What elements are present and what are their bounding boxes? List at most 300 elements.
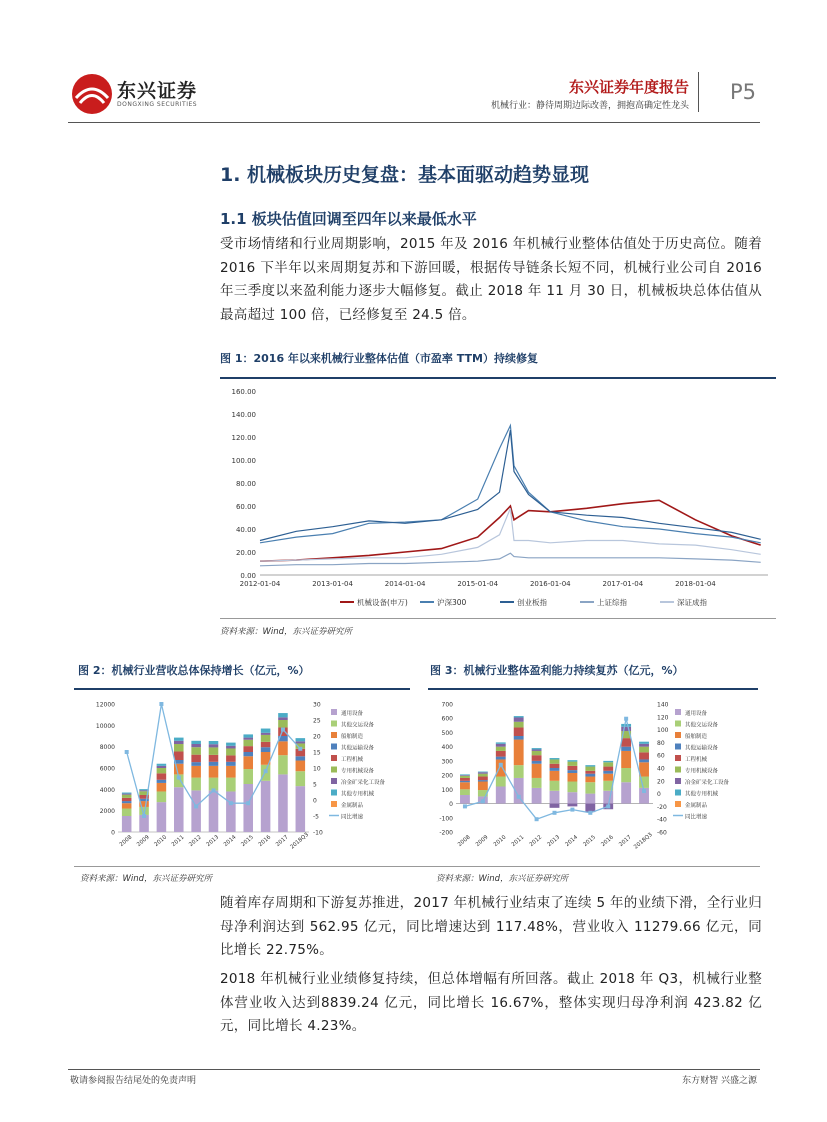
growth-point (229, 801, 233, 805)
legend-label: 其他交运设备 (685, 722, 719, 729)
y2-tick-label: 30 (313, 701, 321, 709)
bar-segment (532, 761, 542, 764)
legend-label: 机械设备(申万) (357, 598, 408, 607)
y-tick-label: 400 (441, 744, 453, 752)
bar-segment (261, 733, 271, 735)
bar-segment (191, 741, 201, 744)
bar-segment (226, 766, 236, 778)
figure-3-caption: 图 3：机械行业整体盈利能力持续复苏（亿元，%） (430, 664, 684, 677)
bar-segment (496, 777, 506, 787)
header-rule (68, 122, 760, 123)
bar-segment (209, 766, 219, 778)
bar-segment (157, 768, 167, 773)
figure-3-chart (428, 694, 758, 854)
bar-segment (209, 755, 219, 762)
bar-segment (639, 762, 649, 776)
legend-swatch (675, 778, 681, 784)
bar-segment (496, 747, 506, 751)
bar-segment (639, 752, 649, 759)
bar-segment (157, 766, 167, 768)
x-tick-label: 2017-01-04 (602, 580, 644, 588)
bar-segment (585, 767, 595, 771)
bar-segment (261, 747, 271, 752)
x-tick-label: 2009 (474, 834, 490, 849)
bar-segment (496, 757, 506, 760)
legend-label: 专用机械设备 (341, 768, 375, 775)
y-tick-label: -100 (439, 815, 453, 823)
bar-segment (567, 782, 577, 793)
bar-segment (639, 747, 649, 753)
bar-segment (122, 794, 132, 795)
bar-segment (550, 771, 560, 781)
x-tick-label: 2011 (510, 834, 526, 849)
y-tick-label: 600 (441, 715, 453, 723)
x-tick-label: 2010 (492, 834, 508, 849)
bar-segment (157, 780, 167, 783)
bar-segment (122, 801, 132, 803)
section-heading: 1. 机械板块历史复盘：基本面驱动趋势显现 (220, 164, 590, 186)
legend-swatch (675, 801, 681, 807)
growth-point (264, 769, 268, 773)
x-tick-label: 2018-01-04 (675, 580, 716, 588)
y-tick-label: 200 (441, 772, 453, 780)
bar-segment (532, 764, 542, 778)
x-tick-label: 2014-01-04 (384, 580, 426, 588)
bar-segment (460, 782, 470, 789)
bar-segment (209, 747, 219, 754)
bar-segment (122, 795, 132, 798)
bar-segment (621, 724, 631, 727)
bar-segment (550, 791, 560, 804)
bar-segment (550, 781, 560, 791)
x-tick-label: 2016-01-04 (529, 580, 571, 588)
y-tick-label: 0 (449, 801, 453, 809)
legend-swatch (675, 744, 681, 750)
figure-1-chart (220, 381, 776, 615)
bar-segment (478, 772, 488, 773)
x-tick-label: 2015-01-04 (457, 580, 499, 588)
bar-segment (261, 729, 271, 733)
bar-segment (226, 778, 236, 792)
growth-point (588, 811, 592, 815)
figure-1-bottom-rule (220, 618, 776, 619)
bar-segment (550, 768, 560, 771)
bar-segment (278, 720, 288, 727)
footer-slogan: 东方财智 兴盛之源 (682, 1076, 757, 1086)
legend-swatch (331, 790, 337, 796)
growth-point (212, 788, 216, 792)
y-tick-label: 6000 (99, 765, 115, 773)
figure-2-caption: 图 2：机械行业营收总体保持增长（亿元，%） (78, 664, 310, 677)
legend-swatch (331, 732, 337, 738)
figure-1-top-rule (220, 377, 776, 379)
growth-point (246, 801, 250, 805)
bar-segment (550, 764, 560, 768)
x-tick-label: 2016 (257, 834, 273, 849)
footer-disclaimer: 敬请参阅报告结尾处的免责声明 (70, 1076, 197, 1086)
bar-segment (226, 755, 236, 761)
x-tick-label: 2014 (222, 834, 238, 849)
y-tick-label: 2000 (99, 808, 115, 816)
bar-segment (478, 774, 488, 777)
bar-segment (122, 793, 132, 794)
x-tick-label: 2008 (457, 834, 472, 849)
legend-swatch (331, 801, 337, 807)
bar-segment (603, 771, 613, 774)
legend-swatch (331, 755, 337, 761)
bar-segment (514, 740, 524, 766)
y-tick-label: 100.00 (231, 457, 256, 465)
bar-segment (567, 792, 577, 803)
legend-label: 上证综指 (597, 598, 627, 607)
bar-segment (550, 758, 560, 759)
bar-segment (460, 778, 470, 781)
bar-segment (639, 759, 649, 762)
bar-segment (532, 748, 542, 749)
bar-segment (460, 774, 470, 775)
bar-segment (496, 759, 506, 776)
y-tick-label: 140.00 (231, 411, 256, 419)
x-tick-label: 2017 (618, 834, 633, 849)
logo-subtext: DONGXING SECURITIES (117, 101, 198, 108)
y-tick-label: 300 (441, 758, 453, 766)
growth-point (642, 789, 646, 793)
bar-segment (478, 780, 488, 781)
growth-point (125, 750, 129, 754)
bar-segment (478, 772, 488, 773)
legend-swatch (331, 709, 337, 715)
paragraph-2: 随着库存周期和下游复苏推进，2017 年机械行业结束了连续 5 年的业绩下滑，全行业归母净利润达到 562.95 亿元，同比增速达到 117.48%，营业收入 11279.66 亿元，同比增长 22.75%。 (220, 895, 762, 958)
bar-segment (621, 747, 631, 751)
growth-point (553, 811, 557, 815)
bar-segment (278, 741, 288, 755)
bar-segment (122, 803, 132, 808)
bar-segment (122, 809, 132, 816)
bar-segment (496, 742, 506, 743)
x-tick-label: 2015 (582, 834, 597, 849)
bar-segment (157, 764, 167, 766)
x-tick-label: 2018Q3 (633, 831, 654, 851)
bar-segment (585, 782, 595, 793)
bar-segment (532, 751, 542, 755)
bar-segment (226, 762, 236, 766)
bar-segment (157, 802, 167, 832)
bar-segment (157, 791, 167, 802)
bar-segment (585, 794, 595, 804)
bar-segment (191, 744, 201, 747)
bar-segment (296, 756, 306, 760)
legend-label: 深证成指 (677, 598, 707, 607)
bar-segment (514, 722, 524, 728)
bar-segment (460, 789, 470, 795)
legend-label: 船舶制造 (685, 734, 708, 740)
growth-point (298, 747, 302, 751)
bar-segment (567, 766, 577, 770)
bar-segment (278, 713, 288, 717)
legend-swatch (675, 767, 681, 773)
bar-segment (514, 718, 524, 722)
y2-tick-label: 10 (313, 765, 321, 773)
y-tick-label: 100 (441, 786, 453, 794)
x-tick-label: 2010 (153, 834, 169, 849)
legend-label: 工程机械 (341, 757, 364, 763)
bar-segment (532, 788, 542, 804)
bar-segment (157, 783, 167, 792)
legend-swatch (675, 709, 681, 715)
y-tick-label: 10000 (95, 722, 115, 730)
bar-segment (460, 781, 470, 782)
y2-tick-label: -60 (657, 829, 667, 837)
bar-segment (243, 756, 253, 769)
y2-tick-label: 5 (313, 781, 317, 789)
y2-tick-label: 80 (657, 739, 665, 747)
bar-segment (585, 771, 595, 774)
bar-segment (567, 804, 577, 807)
bar-segment (585, 774, 595, 777)
growth-point (517, 795, 521, 799)
bar-segment (603, 762, 613, 766)
growth-point (535, 817, 539, 821)
growth-point (159, 702, 163, 706)
report-subtitle: 机械行业：静待周期边际改善，拥抱高确定性龙头 (490, 101, 689, 111)
bar-segment (209, 741, 219, 744)
legend-swatch (331, 767, 337, 773)
figure-2-source: 资料来源：Wind，东兴证券研究所 (80, 874, 213, 884)
bar-segment (460, 795, 470, 804)
figure-1-caption: 图 1：2016 年以来机械行业整体估值（市盈率 TTM）持续修复 (220, 352, 538, 365)
series-line-2 (260, 430, 761, 540)
figures-bottom-rule (74, 866, 760, 867)
y2-tick-label: 20 (657, 778, 665, 786)
y2-tick-label: 25 (313, 717, 321, 725)
bar-segment (514, 765, 524, 778)
header-divider (698, 72, 699, 112)
y2-tick-label: 100 (657, 727, 669, 735)
x-tick-label: 2012-01-04 (239, 580, 281, 588)
bar-segment (639, 742, 649, 744)
y-tick-label: 4000 (99, 786, 115, 794)
growth-point (499, 763, 503, 767)
x-tick-label: 2014 (564, 834, 580, 849)
legend-label: 其他专用机械 (685, 791, 719, 798)
bar-segment (139, 799, 149, 801)
bar-segment (478, 777, 488, 781)
series-line-3 (260, 553, 761, 566)
x-tick-label: 2016 (600, 834, 615, 849)
y-tick-label: 80.00 (235, 480, 256, 488)
legend-label: 通用设备 (685, 711, 708, 717)
legend-label: 其他运输设备 (685, 745, 719, 752)
bar-segment (243, 784, 253, 832)
y2-tick-label: 15 (313, 749, 321, 757)
y-tick-label: 0 (111, 829, 115, 837)
bar-segment (603, 791, 613, 804)
legend-label: 工程机械 (685, 757, 708, 763)
legend-label: 同比增速 (685, 814, 708, 821)
legend-swatch (331, 744, 337, 750)
bar-segment (567, 770, 577, 773)
bar-segment (639, 744, 649, 747)
bar-segment (567, 773, 577, 782)
bar-segment (460, 775, 470, 776)
bar-segment (532, 750, 542, 751)
growth-point (624, 717, 628, 721)
y-tick-label: 12000 (95, 701, 115, 709)
x-tick-label: 2009 (136, 834, 151, 849)
bar-segment (278, 717, 288, 720)
bar-segment (296, 741, 306, 743)
bar-segment (278, 755, 288, 774)
x-tick-label: 2013 (546, 834, 562, 849)
y-tick-label: 160.00 (231, 388, 256, 396)
bar-segment (514, 716, 524, 717)
y2-tick-label: -5 (313, 813, 319, 821)
legend-label: 金属制品 (685, 803, 708, 809)
figure-1-source: 资料来源：Wind，东兴证券研究所 (220, 627, 353, 637)
legend-label: 创业板指 (517, 598, 547, 607)
bar-segment (243, 734, 253, 737)
y-tick-label: 20.00 (235, 549, 256, 557)
bar-segment (567, 762, 577, 766)
bar-segment (157, 773, 167, 779)
bar-segment (174, 741, 184, 744)
bar-segment (226, 746, 236, 749)
bar-segment (296, 786, 306, 832)
legend-label: 金属制品 (341, 803, 364, 809)
bar-segment (261, 735, 271, 742)
y2-tick-label: 120 (657, 714, 669, 722)
bar-segment (261, 781, 271, 832)
bar-segment (174, 787, 184, 832)
bar-segment (191, 766, 201, 778)
legend-label: 其他运输设备 (341, 745, 375, 752)
bar-segment (174, 744, 184, 751)
y2-tick-label: 0 (657, 791, 661, 799)
x-tick-label: 2011 (170, 834, 186, 849)
y2-tick-label: 0 (313, 797, 317, 805)
bar-segment (243, 738, 253, 740)
bar-segment (226, 743, 236, 746)
bar-segment (191, 790, 201, 832)
growth-point (606, 804, 610, 808)
bar-segment (296, 761, 306, 772)
logo-text: 东兴证券 (117, 80, 198, 102)
bar-segment (621, 768, 631, 782)
growth-point (194, 804, 198, 808)
x-tick-label: 2018Q3 (289, 831, 310, 851)
bar-segment (209, 744, 219, 747)
bar-segment (460, 776, 470, 778)
growth-point (142, 814, 146, 818)
bar-segment (226, 791, 236, 832)
bar-segment (532, 755, 542, 761)
bar-segment (209, 762, 219, 766)
legend-label: 冶金矿采化工设备 (341, 780, 386, 786)
bar-segment (191, 755, 201, 762)
y-tick-label: 120.00 (231, 434, 256, 442)
bar-segment (603, 774, 613, 781)
bar-segment (122, 816, 132, 832)
page-number: P5 (730, 80, 757, 104)
bar-segment (209, 790, 219, 832)
x-tick-label: 2017 (275, 834, 290, 849)
bar-segment (496, 786, 506, 803)
x-tick-label: 2013 (205, 834, 221, 849)
growth-point (570, 808, 574, 812)
bar-segment (550, 804, 560, 808)
y-tick-label: 40.00 (235, 526, 256, 534)
bar-segment (243, 746, 253, 752)
legend-label: 冶金矿采化工设备 (685, 780, 730, 786)
x-tick-label: 2012 (188, 834, 203, 849)
legend-label: 通用设备 (341, 711, 364, 717)
series-line-1 (260, 426, 761, 543)
bar-segment (603, 761, 613, 762)
growth-point (177, 776, 181, 780)
legend-swatch (675, 732, 681, 738)
figure-2-chart (74, 694, 410, 854)
x-tick-label: 2013-01-04 (312, 580, 353, 588)
figure-2-top-rule (74, 688, 410, 690)
paragraph-3: 2018 年机械行业业绩修复持续，但总体增幅有所回落。截止 2018 年 Q3，机械行业整体营业收入达到8839.24 亿元，同比增长 16.67%，整体实现归母净利润 423.82 亿元，同比增长 4.23%。 (220, 971, 762, 1034)
bar-segment (191, 747, 201, 754)
y-tick-label: -200 (439, 829, 453, 837)
bar-segment (191, 762, 201, 766)
y-tick-label: 8000 (99, 744, 115, 752)
bar-segment (514, 736, 524, 740)
y2-tick-label: -40 (657, 816, 667, 824)
bar-segment (585, 765, 595, 766)
report-title: 东兴证券年度报告 (568, 78, 689, 96)
bar-segment (261, 742, 271, 747)
legend-label: 同比增速 (341, 814, 364, 821)
subsection-heading: 1.1 板块估值回调至四年以来最低水平 (220, 210, 477, 228)
figure-3-top-rule (428, 688, 758, 690)
bar-segment (496, 751, 506, 757)
bar-segment (122, 798, 132, 801)
legend-label: 船舶制造 (341, 734, 364, 740)
legend-label: 专用机械设备 (685, 768, 719, 775)
y-tick-label: 60.00 (235, 503, 256, 511)
legend-label: 沪深300 (437, 598, 467, 607)
bar-segment (278, 774, 288, 832)
x-tick-label: 2008 (118, 834, 134, 849)
y2-tick-label: 40 (657, 765, 665, 773)
legend-swatch (675, 790, 681, 796)
bar-segment (296, 771, 306, 786)
y-tick-label: 500 (441, 729, 453, 737)
bar-segment (585, 777, 595, 783)
header (0, 0, 827, 130)
bar-segment (496, 744, 506, 747)
y2-tick-label: -10 (313, 829, 323, 837)
legend-swatch (331, 778, 337, 784)
y2-tick-label: 60 (657, 752, 665, 760)
growth-point (481, 799, 485, 803)
y-tick-label: 0.00 (240, 572, 256, 580)
bar-segment (603, 767, 613, 771)
legend-label: 其他交运设备 (341, 722, 375, 729)
bar-segment (532, 778, 542, 788)
bar-segment (243, 769, 253, 784)
y-tick-label: 700 (441, 701, 453, 709)
y2-tick-label: 20 (313, 733, 321, 741)
footer-rule (68, 1069, 760, 1070)
bar-segment (243, 740, 253, 746)
legend-swatch (331, 721, 337, 727)
bar-segment (621, 782, 631, 803)
bar-segment (621, 751, 631, 768)
